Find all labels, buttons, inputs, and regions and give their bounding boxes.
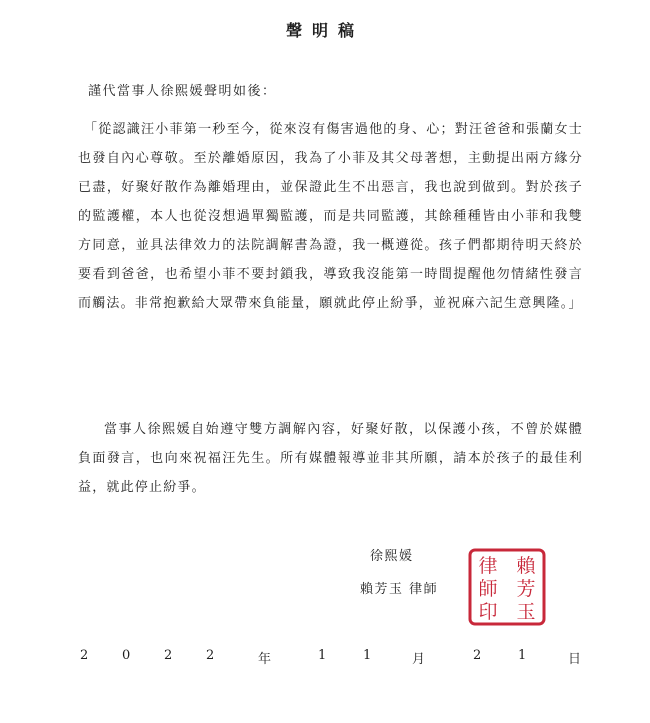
svg-text:律: 律	[478, 555, 498, 577]
statement-paragraph: 「從認識汪小菲第一秒至今，從來沒有傷害過他的身、心；對汪爸爸和張蘭女士也發自內心尊敬。至於離婚原因，我為了小菲及其父母著想，主動提出兩方緣分已盡，好聚好散作為離婚理由，並保證此生不出惡言，我也說到做到。對於孩子的監護權，本人也從沒想過單獨監護，而是共同監護，其餘種種皆由小菲和我雙方同意，並具法律效力的法院調解書為證，我一概遵從。孩子們都期待明天終於要看到爸爸，也希望小菲不要封鎖我，導致我沒能第一時間提醒他勿情緒性發言而觸法。非常抱歉給大眾帶來負能量，願就此停止紛爭，並祝麻六記生意興隆。」	[78, 122, 583, 311]
lawyer-seal-stamp	[468, 548, 546, 626]
svg-text:師: 師	[478, 578, 498, 600]
document-title: 聲明稿	[285, 21, 364, 40]
date-year-unit: 年	[258, 652, 272, 667]
intro-line: 謹代當事人徐熙媛聲明如後：	[88, 84, 277, 99]
date-month-unit: 月	[412, 652, 426, 667]
svg-text:玉: 玉	[516, 601, 536, 623]
svg-text:印: 印	[478, 601, 498, 623]
lawyer-signature: 賴芳玉 律師	[360, 582, 439, 597]
svg-text:賴: 賴	[516, 555, 536, 577]
client-signature: 徐熙媛	[370, 549, 414, 564]
lawyer-paragraph: 當事人徐熙媛自始遵守雙方調解內容，好聚好散，以保護小孩，不曾於媒體負面發言，也向來祝福汪先生。所有媒體報導並非其所願，請本於孩子的最佳利益，就此停止紛爭。	[78, 422, 583, 495]
svg-text:芳: 芳	[516, 578, 536, 600]
date-day-unit: 日	[568, 652, 582, 667]
date-row: 2 0 2 2 年 1 1 月 2 1 日	[80, 648, 582, 667]
